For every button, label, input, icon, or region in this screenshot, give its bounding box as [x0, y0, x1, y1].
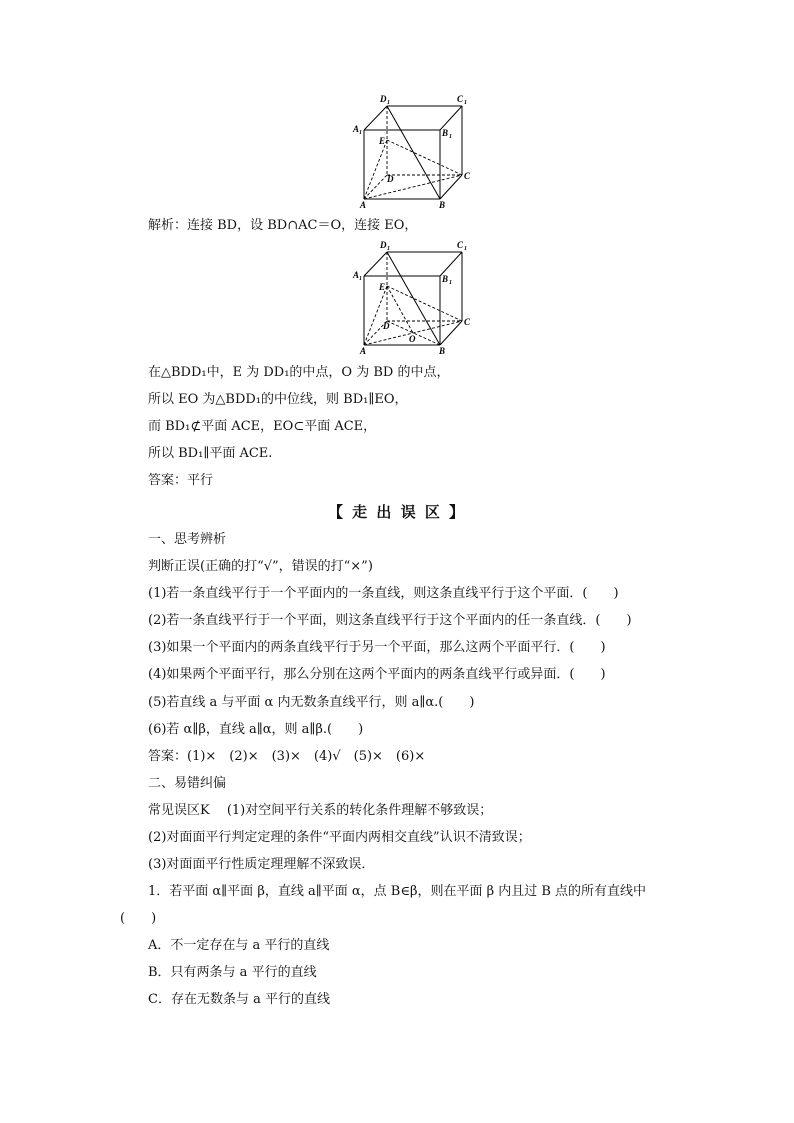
part1-answer: 答案：(1)× (2)× (3)× (4)√ (5)× (6)×	[148, 749, 426, 764]
option-b: B．只有两条与 a 平行的直线	[148, 965, 317, 980]
svg-text:1: 1	[464, 246, 467, 252]
label-A: A	[360, 346, 367, 356]
svg-text:1: 1	[449, 280, 452, 286]
part2-line-2: (2)对面面平行判定定理的条件“平面内两相交直线”认识不清致误；	[148, 830, 531, 845]
option-c: C．存在无数条与 a 平行的直线	[148, 992, 330, 1007]
part1-heading: 一、思考辨析	[148, 532, 227, 547]
label-B1: B	[442, 274, 449, 284]
label-A: A	[360, 200, 367, 210]
part1-instruction: 判断正误(正确的打“√”，错误的打“×”)	[148, 559, 373, 574]
solution-answer: 答案：平行	[148, 473, 214, 488]
judgment-item-4: (4)如果两个平面平行，那么分别在这两个平面内的两条直线平行或异面．( )	[148, 667, 606, 682]
label-C: C	[464, 171, 471, 181]
part2-heading: 二、易错纠偏	[148, 776, 227, 791]
svg-text:1: 1	[387, 246, 390, 252]
part2-line-1: 常见误区K (1)对空间平行关系的转化条件理解不够致误；	[148, 803, 493, 818]
section-title: 【 走 出 误 区 】	[327, 503, 467, 521]
judgment-item-3: (3)如果一个平面内的两条直线平行于另一个平面，那么这两个平面平行．( )	[148, 640, 606, 655]
label-E: E	[379, 136, 386, 146]
option-a: A．不一定存在与 a 平行的直线	[148, 938, 330, 953]
cube-figure-2	[345, 238, 475, 358]
label-D1: D	[380, 94, 387, 104]
svg-text:1: 1	[359, 130, 362, 136]
judgment-item-2: (2)若一条直线平行于一个平面，则这条直线平行于这个平面内的任一条直线．( )	[148, 613, 632, 628]
svg-text:1: 1	[359, 276, 362, 282]
label-D: D	[387, 174, 394, 184]
label-B: B	[439, 200, 446, 210]
part2-line-3: (3)对面面平行性质定理理解不深致误．	[148, 857, 375, 872]
label-B: B	[439, 346, 446, 356]
label-E: E	[379, 282, 386, 292]
label-D: D	[383, 321, 390, 331]
solution-line-2: 所以 EO 为△BDD₁的中位线，则 BD₁∥EO，	[148, 392, 408, 407]
label-C: C	[464, 317, 471, 327]
judgment-item-6: (6)若 α∥β，直线 a∥α，则 a∥β.( )	[148, 722, 364, 737]
label-C1: C	[457, 94, 464, 104]
solution-line-3: 而 BD₁⊄平面 ACE，EO⊂平面 ACE，	[148, 419, 377, 434]
solution-line-4: 所以 BD₁∥平面 ACE.	[148, 446, 273, 461]
label-B1: B	[442, 128, 449, 138]
question-1: 1．若平面 α∥平面 β，直线 a∥平面 α，点 B∈β，则在平面 β 内且过 B 点的所有直线中	[148, 884, 647, 899]
label-C1: C	[457, 240, 464, 250]
label-D1: D	[380, 240, 387, 250]
judgment-item-1: (1)若一条直线平行于一个平面内的一条直线，则这条直线平行于这个平面．( )	[148, 586, 619, 601]
solution-intro: 解析：连接 BD，设 BD∩AC＝O，连接 EO，	[148, 218, 418, 233]
svg-text:1: 1	[464, 100, 467, 106]
label-A1: A	[353, 124, 360, 134]
svg-text:1: 1	[449, 134, 452, 140]
label-A1: A	[353, 270, 360, 280]
question-1-blank: ( )	[120, 911, 157, 926]
solution-line-1: 在△BDD₁中，E 为 DD₁的中点，O 为 BD 的中点，	[148, 365, 450, 380]
cube-figure-1	[345, 92, 475, 212]
judgment-item-5: (5)若直线 a 与平面 α 内无数条直线平行，则 a∥α.( )	[148, 695, 475, 710]
svg-text:1: 1	[387, 100, 390, 106]
label-O: O	[409, 334, 416, 344]
